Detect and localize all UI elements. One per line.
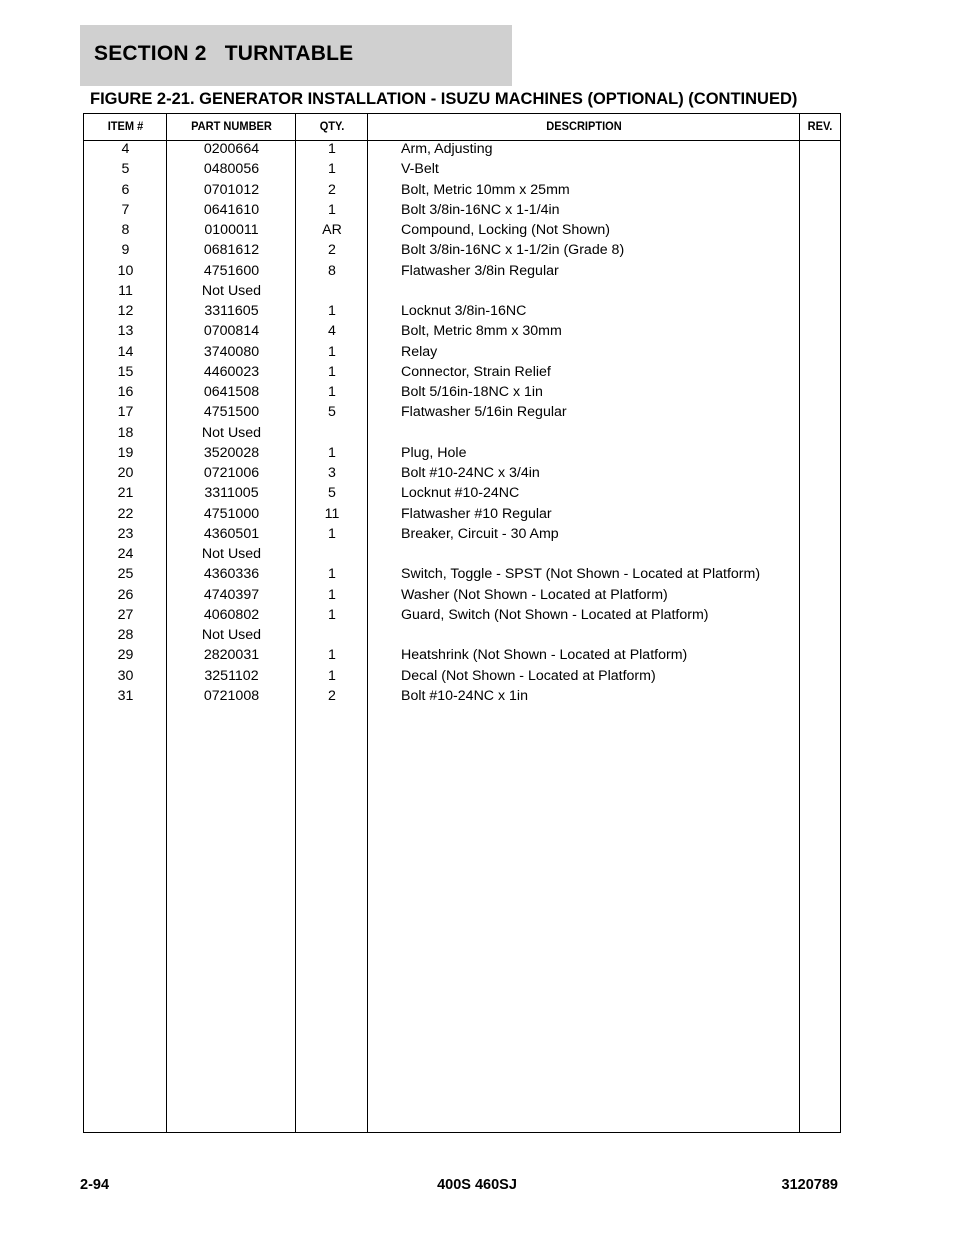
table-row	[84, 505, 840, 525]
model-name: 400S 460SJ	[437, 1177, 517, 1193]
quantity: AR	[322, 222, 342, 238]
item-number: 31	[117, 687, 134, 704]
table-row	[84, 241, 840, 261]
header-item: ITEM #	[107, 119, 144, 133]
description: Locknut 3/8in-16NC	[401, 303, 527, 319]
table-row	[84, 221, 840, 241]
item-number: 28	[117, 627, 134, 643]
item-number: 24	[117, 546, 134, 562]
item-number: 30	[117, 667, 134, 684]
table-row	[84, 565, 840, 585]
description: Locknut #10-24NC	[401, 485, 520, 502]
header-rev: REV.	[807, 119, 833, 133]
quantity: 1	[328, 161, 336, 178]
quantity: 5	[328, 404, 336, 421]
part-number: 0480056	[203, 161, 260, 178]
description: Bolt 3/8in-16NC x 1-1/4in	[401, 201, 560, 218]
table-row	[84, 687, 840, 707]
part-number: 4360336	[203, 566, 260, 583]
quantity: 1	[328, 667, 336, 684]
description: Bolt, Metric 8mm x 30mm	[401, 323, 562, 340]
table-row	[84, 646, 840, 666]
item-number: 13	[117, 323, 134, 340]
part-number: 4460023	[203, 363, 260, 380]
item-number: 12	[117, 303, 134, 319]
description: Connector, Strain Relief	[401, 363, 551, 380]
part-number: Not Used	[201, 627, 262, 643]
part-number: Not Used	[201, 282, 262, 299]
item-number: 9	[121, 242, 130, 259]
item-number: 20	[117, 465, 134, 481]
table-row	[84, 282, 840, 302]
quantity: 1	[328, 586, 336, 603]
description: Guard, Switch (Not Shown - Located at Platform)	[401, 606, 709, 623]
description: Compound, Locking (Not Shown)	[401, 222, 610, 238]
description: Flatwasher #10 Regular	[401, 505, 552, 522]
part-number: 4751600	[203, 262, 260, 279]
quantity: 2	[328, 181, 336, 198]
part-number: 0701012	[203, 181, 260, 198]
part-number: 4060802	[203, 606, 260, 623]
item-number: 4	[121, 141, 130, 157]
table-row	[84, 262, 840, 282]
description: Bolt 3/8in-16NC x 1-1/2in (Grade 8)	[401, 242, 625, 259]
quantity: 1	[328, 566, 336, 583]
table-row	[84, 181, 840, 201]
part-number: 0641508	[203, 384, 260, 400]
table-row	[84, 383, 840, 403]
item-number: 17	[117, 404, 134, 421]
table-row	[84, 626, 840, 646]
quantity: 1	[328, 647, 336, 664]
quantity: 1	[328, 606, 336, 623]
description: Breaker, Circuit - 30 Amp	[401, 525, 559, 542]
item-number: 8	[121, 222, 130, 238]
page-number: 2-94	[80, 1177, 110, 1193]
table-row	[84, 525, 840, 545]
quantity: 1	[328, 444, 336, 461]
table-row	[84, 606, 840, 626]
part-number: 2820031	[203, 647, 260, 664]
item-number: 10	[117, 262, 134, 279]
part-number: Not Used	[201, 546, 262, 562]
table-row	[84, 343, 840, 363]
item-number: 15	[117, 363, 134, 380]
quantity: 5	[328, 485, 336, 502]
quantity: 4	[328, 323, 336, 340]
item-number: 6	[121, 181, 130, 198]
table-row	[84, 464, 840, 484]
item-number: 5	[121, 161, 130, 178]
description: Flatwasher 3/8in Regular	[401, 262, 559, 279]
table-row	[84, 545, 840, 565]
table-row	[84, 201, 840, 221]
header-qty: QTY.	[319, 119, 345, 133]
description: Relay	[401, 343, 438, 360]
part-number: 0100011	[204, 222, 259, 238]
part-number: 0681612	[203, 242, 260, 259]
part-number: 0641610	[203, 201, 260, 218]
table-row	[84, 444, 840, 464]
description: Arm, Adjusting	[401, 141, 493, 157]
part-number: 0721008	[203, 687, 260, 704]
parts-table	[83, 113, 841, 1133]
part-number: 4740397	[203, 586, 260, 603]
part-number: Not Used	[201, 424, 262, 441]
item-number: 29	[117, 647, 134, 664]
table-row	[84, 667, 840, 687]
item-number: 22	[117, 505, 134, 522]
section-header	[80, 25, 512, 86]
quantity: 1	[328, 201, 336, 218]
table-row	[84, 322, 840, 342]
description: Bolt #10-24NC x 1in	[401, 687, 528, 704]
table-row	[84, 403, 840, 423]
item-number: 21	[117, 485, 134, 502]
item-number: 16	[117, 384, 134, 400]
table-body	[84, 140, 840, 707]
quantity: 2	[328, 687, 336, 704]
item-number: 11	[118, 282, 133, 299]
table-row	[84, 302, 840, 322]
part-number: 0721006	[203, 465, 260, 481]
quantity: 1	[328, 384, 336, 400]
item-number: 7	[121, 201, 130, 218]
description: Plug, Hole	[401, 444, 467, 461]
item-number: 25	[117, 566, 134, 583]
description: Bolt #10-24NC x 3/4in	[401, 465, 540, 481]
figure-title: FIGURE 2-21. GENERATOR INSTALLATION - ISUZU MACHINES (OPTIONAL) (CONTINUED)	[90, 90, 798, 108]
description: Washer (Not Shown - Located at Platform)	[401, 586, 668, 603]
quantity: 11	[324, 505, 340, 522]
description: Heatshrink (Not Shown - Located at Platform)	[401, 647, 688, 664]
part-number: 3311005	[204, 485, 259, 502]
item-number: 18	[117, 424, 134, 441]
description: Bolt 5/16in-18NC x 1in	[401, 384, 543, 400]
section-title: SECTION 2 TURNTABLE	[94, 42, 354, 65]
part-number: 3520028	[203, 444, 260, 461]
document-number: 3120789	[781, 1177, 838, 1193]
item-number: 19	[117, 444, 134, 461]
description: Bolt, Metric 10mm x 25mm	[401, 181, 570, 198]
table-row	[84, 484, 840, 504]
table-row	[84, 160, 840, 180]
part-number: 0200664	[203, 141, 260, 157]
quantity: 3	[328, 465, 336, 481]
quantity: 2	[328, 242, 336, 259]
item-number: 26	[117, 586, 134, 603]
table-row	[84, 140, 840, 160]
table-row	[84, 586, 840, 606]
description: Switch, Toggle - SPST (Not Shown - Located at Platform)	[401, 566, 761, 583]
table-row	[84, 424, 840, 444]
quantity: 1	[328, 363, 336, 380]
part-number: 4751000	[203, 505, 260, 522]
quantity: 1	[328, 141, 336, 157]
quantity: 1	[328, 343, 336, 360]
part-number: 4360501	[203, 525, 260, 542]
item-number: 23	[117, 525, 134, 542]
item-number: 14	[117, 343, 134, 360]
table-row	[84, 363, 840, 383]
part-number: 3251102	[204, 667, 259, 684]
quantity: 1	[328, 525, 336, 542]
table-header	[84, 114, 840, 141]
item-number: 27	[117, 606, 134, 623]
header-part-number: PART NUMBER	[191, 119, 272, 133]
quantity: 1	[328, 303, 336, 319]
part-number: 3311605	[204, 303, 259, 319]
part-number: 0700814	[203, 323, 260, 340]
header-description: DESCRIPTION	[546, 119, 622, 133]
description: V-Belt	[401, 161, 439, 178]
part-number: 3740080	[203, 343, 260, 360]
description: Flatwasher 5/16in Regular	[401, 404, 567, 421]
quantity: 8	[328, 262, 336, 279]
description: Decal (Not Shown - Located at Platform)	[401, 667, 656, 684]
part-number: 4751500	[203, 404, 260, 421]
